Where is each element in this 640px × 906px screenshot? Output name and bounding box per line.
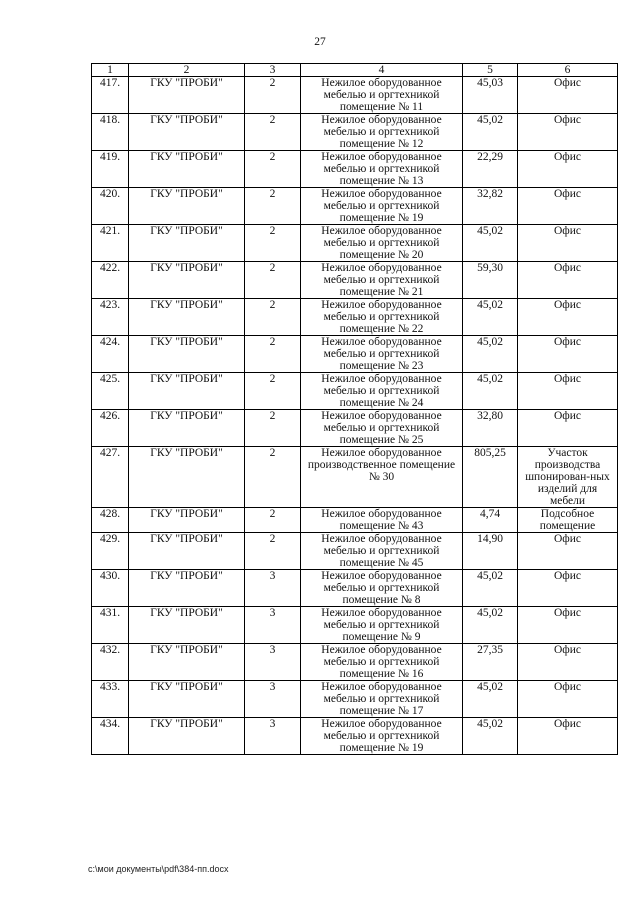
table-row (92, 508, 618, 533)
row-number: 417. (92, 77, 129, 114)
organization-cell: ГКУ "ПРОБИ" (129, 262, 245, 299)
purpose-cell: Офис (518, 644, 618, 681)
floor-cell: 3 (245, 570, 301, 607)
row-number: 434. (92, 718, 129, 755)
row-number: 422. (92, 262, 129, 299)
floor-cell: 3 (245, 681, 301, 718)
row-number: 426. (92, 410, 129, 447)
table-row (92, 225, 618, 262)
premises-description-cell: Нежилое оборудованное мебелью и оргтехникой помещение № 13 (301, 151, 463, 188)
organization-cell: ГКУ "ПРОБИ" (129, 681, 245, 718)
organization-cell: ГКУ "ПРОБИ" (129, 151, 245, 188)
table-row (92, 373, 618, 410)
floor-cell: 2 (245, 225, 301, 262)
floor-cell: 2 (245, 77, 301, 114)
area-cell: 59,30 (463, 262, 518, 299)
floor-cell: 2 (245, 410, 301, 447)
organization-cell: ГКУ "ПРОБИ" (129, 373, 245, 410)
column-header: 6 (518, 64, 618, 77)
purpose-cell: Офис (518, 681, 618, 718)
column-header: 3 (245, 64, 301, 77)
table-row (92, 681, 618, 718)
area-cell: 45,02 (463, 718, 518, 755)
floor-cell: 2 (245, 447, 301, 508)
organization-cell: ГКУ "ПРОБИ" (129, 508, 245, 533)
row-number: 420. (92, 188, 129, 225)
purpose-cell: Офис (518, 718, 618, 755)
area-cell: 32,80 (463, 410, 518, 447)
premises-description-cell: Нежилое оборудованное мебелью и оргтехникой помещение № 17 (301, 681, 463, 718)
area-cell: 27,35 (463, 644, 518, 681)
table-row (92, 447, 618, 508)
floor-cell: 2 (245, 299, 301, 336)
floor-cell: 3 (245, 607, 301, 644)
organization-cell: ГКУ "ПРОБИ" (129, 644, 245, 681)
premises-table (91, 63, 618, 755)
organization-cell: ГКУ "ПРОБИ" (129, 533, 245, 570)
organization-cell: ГКУ "ПРОБИ" (129, 225, 245, 262)
organization-cell: ГКУ "ПРОБИ" (129, 607, 245, 644)
floor-cell: 2 (245, 262, 301, 299)
table-row (92, 188, 618, 225)
row-number: 427. (92, 447, 129, 508)
table-row (92, 151, 618, 188)
area-cell: 45,02 (463, 607, 518, 644)
row-number: 421. (92, 225, 129, 262)
organization-cell: ГКУ "ПРОБИ" (129, 77, 245, 114)
premises-description-cell: Нежилое оборудованное мебелью и оргтехникой помещение № 21 (301, 262, 463, 299)
purpose-cell: Офис (518, 225, 618, 262)
table-row (92, 533, 618, 570)
row-number: 418. (92, 114, 129, 151)
purpose-cell: Офис (518, 373, 618, 410)
area-cell: 805,25 (463, 447, 518, 508)
floor-cell: 2 (245, 188, 301, 225)
purpose-cell: Офис (518, 410, 618, 447)
organization-cell: ГКУ "ПРОБИ" (129, 570, 245, 607)
table-row (92, 718, 618, 755)
row-number: 425. (92, 373, 129, 410)
area-cell: 45,03 (463, 77, 518, 114)
premises-description-cell: Нежилое оборудованное производственное помещение № 30 (301, 447, 463, 508)
area-cell: 22,29 (463, 151, 518, 188)
floor-cell: 2 (245, 336, 301, 373)
premises-description-cell: Нежилое оборудованное мебелью и оргтехникой помещение № 8 (301, 570, 463, 607)
area-cell: 4,74 (463, 508, 518, 533)
purpose-cell: Офис (518, 262, 618, 299)
organization-cell: ГКУ "ПРОБИ" (129, 114, 245, 151)
premises-description-cell: Нежилое оборудованное мебелью и оргтехникой помещение № 16 (301, 644, 463, 681)
premises-description-cell: Нежилое оборудованное мебелью и оргтехникой помещение № 45 (301, 533, 463, 570)
floor-cell: 2 (245, 508, 301, 533)
table-row (92, 299, 618, 336)
floor-cell: 2 (245, 533, 301, 570)
table-row (92, 336, 618, 373)
premises-description-cell: Нежилое оборудованное мебелью и оргтехникой помещение № 20 (301, 225, 463, 262)
area-cell: 45,02 (463, 225, 518, 262)
area-cell: 45,02 (463, 681, 518, 718)
floor-cell: 3 (245, 718, 301, 755)
premises-description-cell: Нежилое оборудованное мебелью и оргтехникой помещение № 19 (301, 188, 463, 225)
area-cell: 45,02 (463, 336, 518, 373)
row-number: 433. (92, 681, 129, 718)
table-body (92, 77, 618, 755)
purpose-cell: Офис (518, 570, 618, 607)
purpose-cell: Офис (518, 188, 618, 225)
floor-cell: 2 (245, 151, 301, 188)
area-cell: 45,02 (463, 570, 518, 607)
page-number: 27 (314, 36, 326, 48)
row-number: 431. (92, 607, 129, 644)
table-row (92, 410, 618, 447)
purpose-cell: Офис (518, 336, 618, 373)
table-row (92, 77, 618, 114)
area-cell: 45,02 (463, 114, 518, 151)
column-header: 4 (301, 64, 463, 77)
table-row (92, 570, 618, 607)
premises-description-cell: Нежилое оборудованное мебелью и оргтехникой помещение № 23 (301, 336, 463, 373)
row-number: 432. (92, 644, 129, 681)
row-number: 419. (92, 151, 129, 188)
purpose-cell: Офис (518, 114, 618, 151)
premises-description-cell: Нежилое оборудованное мебелью и оргтехникой помещение № 19 (301, 718, 463, 755)
row-number: 429. (92, 533, 129, 570)
row-number: 428. (92, 508, 129, 533)
organization-cell: ГКУ "ПРОБИ" (129, 410, 245, 447)
area-cell: 45,02 (463, 299, 518, 336)
premises-description-cell: Нежилое оборудованное мебелью и оргтехникой помещение № 9 (301, 607, 463, 644)
column-header: 2 (129, 64, 245, 77)
premises-description-cell: Нежилое оборудованное мебелью и оргтехникой помещение № 12 (301, 114, 463, 151)
purpose-cell: Офис (518, 607, 618, 644)
row-number: 424. (92, 336, 129, 373)
organization-cell: ГКУ "ПРОБИ" (129, 718, 245, 755)
table-row (92, 607, 618, 644)
purpose-cell: Офис (518, 151, 618, 188)
premises-description-cell: Нежилое оборудованное помещение № 43 (301, 508, 463, 533)
floor-cell: 2 (245, 114, 301, 151)
organization-cell: ГКУ "ПРОБИ" (129, 447, 245, 508)
table-row (92, 114, 618, 151)
area-cell: 32,82 (463, 188, 518, 225)
file-path-footer: c:\мои документы\pdf\384-пп.docx (88, 864, 229, 874)
organization-cell: ГКУ "ПРОБИ" (129, 299, 245, 336)
area-cell: 45,02 (463, 373, 518, 410)
premises-description-cell: Нежилое оборудованное мебелью и оргтехникой помещение № 24 (301, 373, 463, 410)
purpose-cell: Офис (518, 533, 618, 570)
premises-description-cell: Нежилое оборудованное мебелью и оргтехникой помещение № 25 (301, 410, 463, 447)
premises-description-cell: Нежилое оборудованное мебелью и оргтехникой помещение № 11 (301, 77, 463, 114)
row-number: 430. (92, 570, 129, 607)
header-row (92, 64, 618, 77)
purpose-cell: Офис (518, 77, 618, 114)
purpose-cell: Подсобное помещение (518, 508, 618, 533)
row-number: 423. (92, 299, 129, 336)
purpose-cell: Участок производства шпонирован-ных изделий для мебели (518, 447, 618, 508)
area-cell: 14,90 (463, 533, 518, 570)
organization-cell: ГКУ "ПРОБИ" (129, 188, 245, 225)
organization-cell: ГКУ "ПРОБИ" (129, 336, 245, 373)
premises-description-cell: Нежилое оборудованное мебелью и оргтехникой помещение № 22 (301, 299, 463, 336)
purpose-cell: Офис (518, 299, 618, 336)
column-header: 1 (92, 64, 129, 77)
table-row (92, 262, 618, 299)
floor-cell: 3 (245, 644, 301, 681)
column-header: 5 (463, 64, 518, 77)
table-row (92, 644, 618, 681)
floor-cell: 2 (245, 373, 301, 410)
